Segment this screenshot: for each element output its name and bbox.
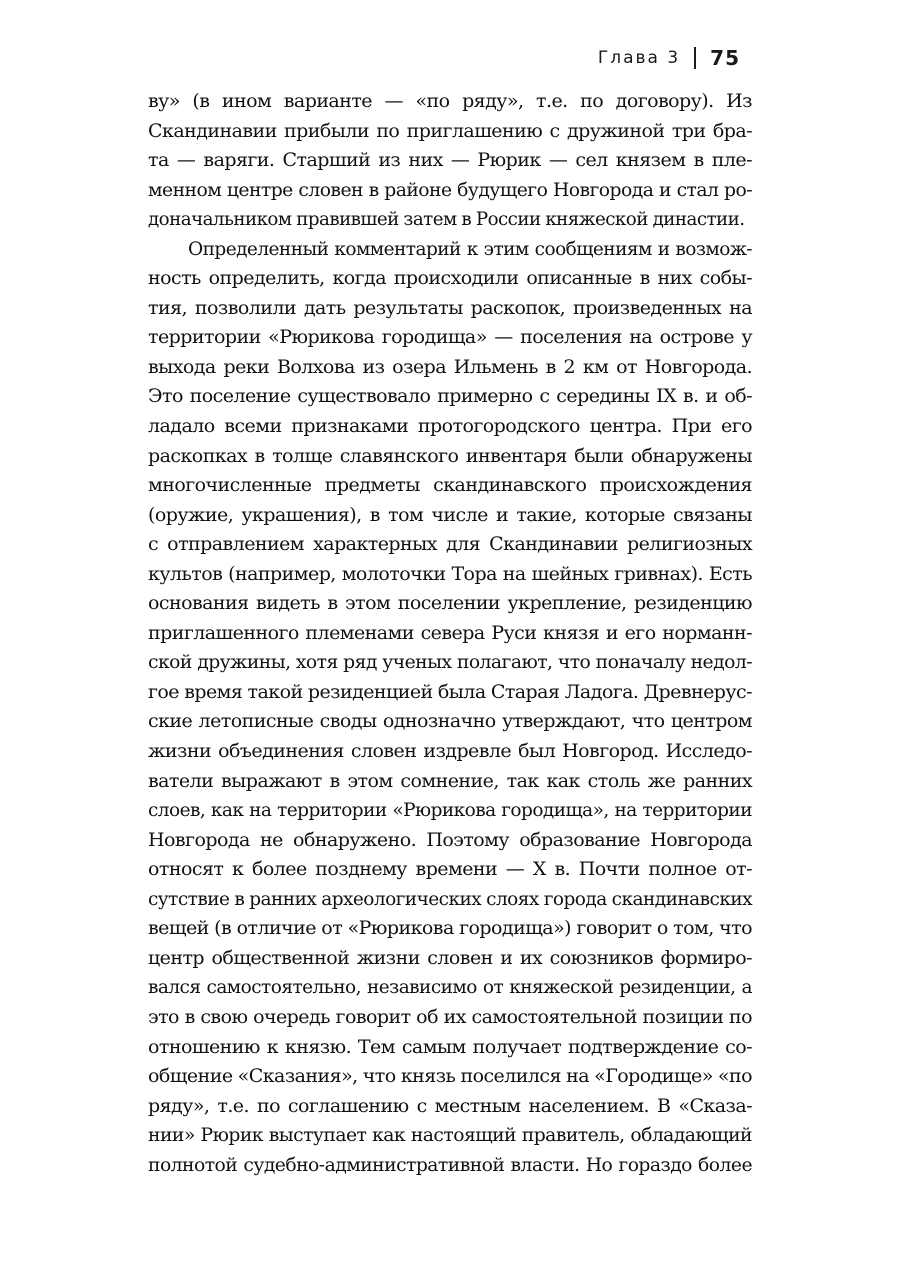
text-line: сутствие в ранних археологических слоях города скандинавских xyxy=(148,888,752,910)
text-line: относят к более позднему времени — X в. Почти полное от- xyxy=(148,858,752,881)
text-line: полнотой судебно-административной власти. Но гораздо более xyxy=(148,1154,752,1176)
paragraph-start-line: Определенный комментарий к этим сообщениям и возмож- xyxy=(188,238,752,260)
text-line: слоев, как на территории «Рюрикова городища», на территории xyxy=(148,800,752,822)
running-header xyxy=(560,40,740,76)
page-number: 75 xyxy=(710,46,740,70)
text-line: вался самостоятельно, независимо от княжеской резиденции, а xyxy=(148,977,752,999)
text-line: (оружие, украшения), в том числе и такие, которые связаны xyxy=(148,503,752,526)
text-line: ватели выражают в этом сомнение, так как столь же ранних xyxy=(148,769,752,792)
text-line: это в свою очередь говорит об их самостоятельной позиции по xyxy=(148,1005,752,1028)
text-line: тия, позволили дать результаты раскопок, произведенных на xyxy=(148,296,752,319)
text-line: ские летописные своды однозначно утверждают, что центром xyxy=(148,710,752,733)
text-line: центр общественной жизни словен и их союзников формиро- xyxy=(148,946,752,969)
text-line: ской дружины, хотя ряд ученых полагают, что поначалу недол- xyxy=(148,652,752,674)
text-line: вещей (в отличие от «Рюрикова городища») говорит о том, что xyxy=(148,917,752,940)
text-line: приглашенного племенами севера Руси князя и его норманн- xyxy=(148,621,752,644)
body-text xyxy=(148,87,752,1180)
text-line: территории «Рюрикова городища» — поселения на острове у xyxy=(148,326,752,349)
text-line: отношению к князю. Тем самым получает подтверждение со- xyxy=(148,1035,752,1058)
text-line: гое время такой резиденцией была Старая Ладога. Древнерус- xyxy=(148,680,752,703)
text-line: ву» (в ином варианте — «по ряду», т.е. по договору). Из xyxy=(148,90,752,112)
text-line: выхода реки Волхова из озера Ильмень в 2 км от Новгорода. xyxy=(148,355,752,378)
text-line: раскопках в толще славянского инвентаря были обнаружены xyxy=(148,444,752,467)
text-line: жизни объединения словен издревле был Новгород. Исследо- xyxy=(148,740,752,763)
header-divider xyxy=(694,47,696,69)
text-line: Новгорода не обнаружено. Поэтому образование Новгорода xyxy=(148,828,752,851)
text-line: ность определить, когда происходили описанные в них собы- xyxy=(148,267,752,290)
text-line: основания видеть в этом поселении укрепление, резиденцию xyxy=(148,592,752,615)
text-line: та — варяги. Старший из них — Рюрик — сел князем в пле- xyxy=(148,149,752,172)
text-line: ладало всеми признаками протогородского центра. При его xyxy=(148,415,752,438)
text-line: культов (например, молоточки Тора на шейных гривнах). Есть xyxy=(148,562,752,585)
text-line: менном центре словен в районе будущего Новгорода и стал ро- xyxy=(148,179,752,201)
text-line: доначальником правившей затем в России княжеской династии. xyxy=(148,209,745,231)
chapter-label: Глава 3 xyxy=(597,48,681,68)
text-line: Это поселение существовало примерно с середины IX в. и об- xyxy=(148,385,752,408)
text-line: многочисленные предметы скандинавского происхождения xyxy=(148,474,752,497)
text-line: ряду», т.е. по соглашению с местным населением. В «Сказа- xyxy=(148,1094,752,1117)
text-line: с отправлением характерных для Скандинавии религиозных xyxy=(148,533,752,556)
text-line: общение «Сказания», что князь поселился на «Городище» «по xyxy=(148,1065,752,1088)
text-line: Скандинавии прибыли по приглашению с дружиной три бра- xyxy=(148,119,752,142)
text-line: нии» Рюрик выступает как настоящий правитель, обладающий xyxy=(148,1125,752,1147)
